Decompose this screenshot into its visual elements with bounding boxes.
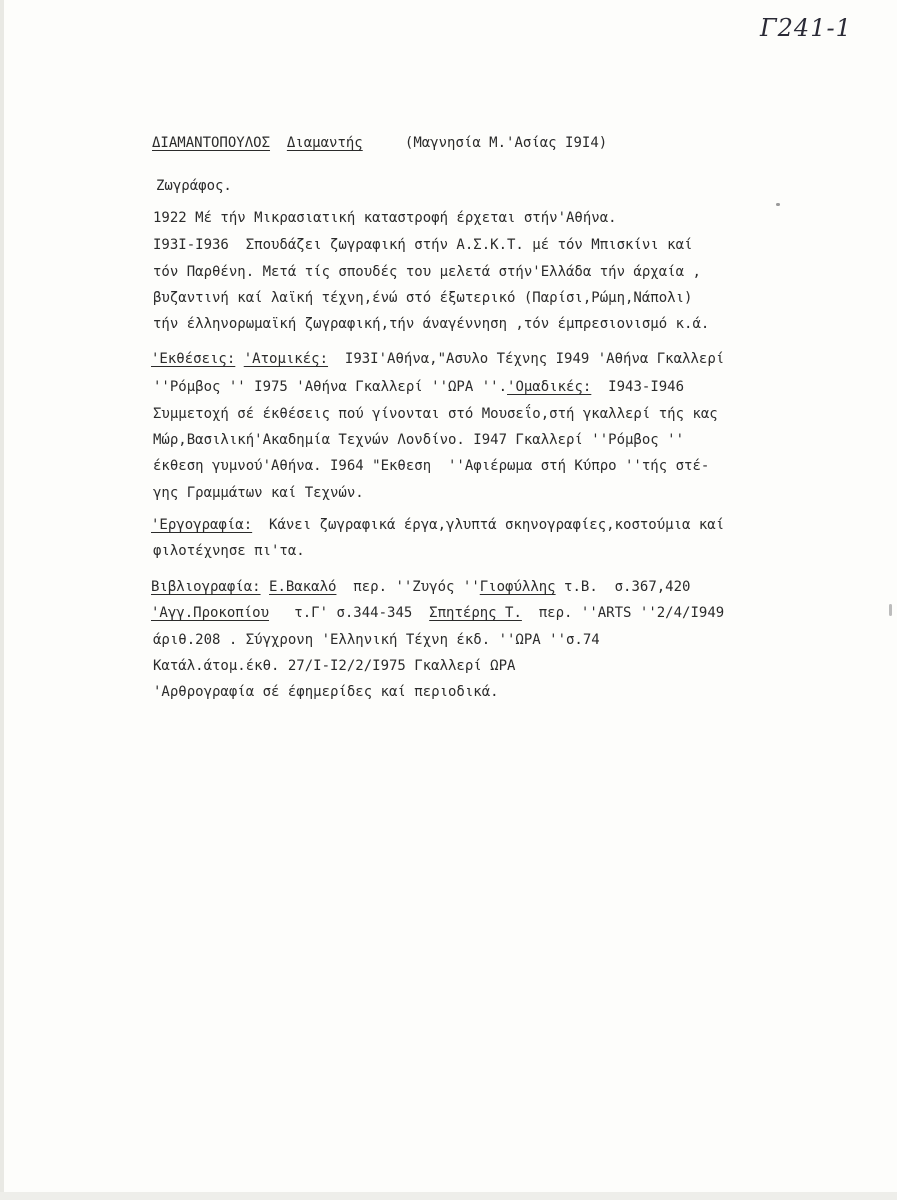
birth-origin: (Μαγνησία Μ.'Ασίας Ι9Ι4) — [404, 135, 608, 151]
header-line — [152, 134, 607, 152]
bib-periodical-zygos: περ. ''Ζυγός '' — [336, 579, 480, 595]
bibliography-label: Βιβλιογραφία: — [151, 579, 261, 595]
bib-author-prokopiou: 'Αγγ.Προκοπίου — [151, 605, 270, 621]
paper-edge-bottom — [0, 1192, 897, 1200]
solo-label: 'Ατομικές: — [243, 351, 329, 367]
bib-periodical-arts: περ. ''ARTS ''2/4/Ι949 — [521, 605, 725, 621]
bibliography-line-1 — [151, 578, 690, 596]
bib-author-giofyllis: Γιοφύλλης — [479, 579, 556, 595]
bio-line-5: τήν έλληνορωμαϊκή ζωγραφική,τήν άναγέννηση ,τόν έμπρεσιονισμό κ.ά. — [153, 316, 710, 332]
works-line-2: φιλοτέχνησε πι'τα. — [153, 543, 305, 559]
works-text: Κάνει ζωγραφικά έργα,γλυπτά σκηνογραφίες,κοστούμια καί — [252, 517, 725, 533]
solo-exhibitions-text: Ι93Ι'Αθήνα,"Ασυλο Τέχνης Ι949 'Αθήνα Γκαλλερί — [328, 351, 725, 367]
works-line-1 — [151, 516, 724, 534]
exhibitions-line-5: έκθεση γυμνού'Αθήνα. Ι964 "Εκθεση ''Αφιέρωμα στή Κύπρο ''τής στέ- — [153, 458, 710, 474]
surname: ΔΙΑΜΑΝΤΟΠΟΥΛΟΣ — [152, 135, 271, 151]
bib-author-spiteris: Σπητέρης Τ. — [429, 605, 522, 621]
exhibitions-line-4: Μώρ,Βασιλική'Ακαδημία Τεχνών Λονδίνο. Ι947 Γκαλλερί ''Ρόμβος '' — [153, 432, 685, 448]
profession: Ζωγράφος. — [156, 178, 232, 194]
ink-speck — [776, 203, 780, 206]
group-label: 'Ομαδικές: — [507, 379, 592, 395]
exhibitions-line-2 — [153, 378, 684, 396]
paper-edge-left — [0, 0, 4, 1200]
exhibitions-line-6: γης Γραμμάτων καί Τεχνών. — [153, 485, 364, 501]
first-name: Διαμαντής — [286, 135, 363, 151]
handwritten-reference-number: Γ241-1 — [760, 14, 852, 42]
bio-line-3: τόν Παρθένη. Μετά τίς σπουδές του μελετά στήν'Ελλάδα τήν άρχαία , — [153, 264, 701, 280]
bibliography-line-3: άριθ.208 . Σύγχρονη 'Ελληνική Τέχνη έκδ. ''ΩΡΑ ''σ.74 — [153, 632, 600, 648]
exhibitions-label: 'Εκθέσεις: — [151, 351, 236, 367]
bio-line-4: βυζαντινή καί λαϊκή τέχνη,ένώ στό έξωτερικό (Παρίσι,Ρώμη,Νάπολι) — [153, 290, 693, 306]
group-years: Ι943-Ι946 — [591, 379, 685, 395]
bio-line-2: Ι93Ι-Ι936 Σπουδάζει ζωγραφική στήν Α.Σ.Κ.Τ. μέ τόν Μπισκίνι καί — [153, 237, 693, 253]
bibliography-line-5: 'Αρθρογραφία σέ έφημερίδες καί περιοδικά. — [153, 684, 499, 700]
works-label: 'Εργογραφία: — [151, 517, 253, 533]
bib-author-vakalo: Ε.Βακαλό — [269, 579, 337, 595]
exhibitions-line-1 — [151, 350, 724, 368]
exhibitions-line-3: Συμμετοχή σέ έκθέσεις πού γίνονται στό Μουσεΐο,στή γκαλλερί τής κας — [153, 406, 718, 422]
bib-pages-1: τ.Β. σ.367,420 — [555, 579, 691, 595]
solo-exhibitions-continued: ''Ρόμβος '' Ι975 'Αθήνα Γκαλλερί ''ΩΡΑ ''. — [153, 379, 508, 395]
bio-line-1: 1922 Μέ τήν Μικρασιατική καταστροφή έρχεται στήν'Αθήνα. — [153, 210, 617, 226]
bib-pages-2: τ.Γ' σ.344-345 — [269, 605, 430, 621]
bibliography-line-2 — [151, 604, 724, 622]
margin-mark — [889, 604, 892, 616]
bibliography-line-4: Κατάλ.άτομ.έκθ. 27/Ι-Ι2/2/Ι975 Γκαλλερί ΩΡΑ — [153, 658, 516, 674]
